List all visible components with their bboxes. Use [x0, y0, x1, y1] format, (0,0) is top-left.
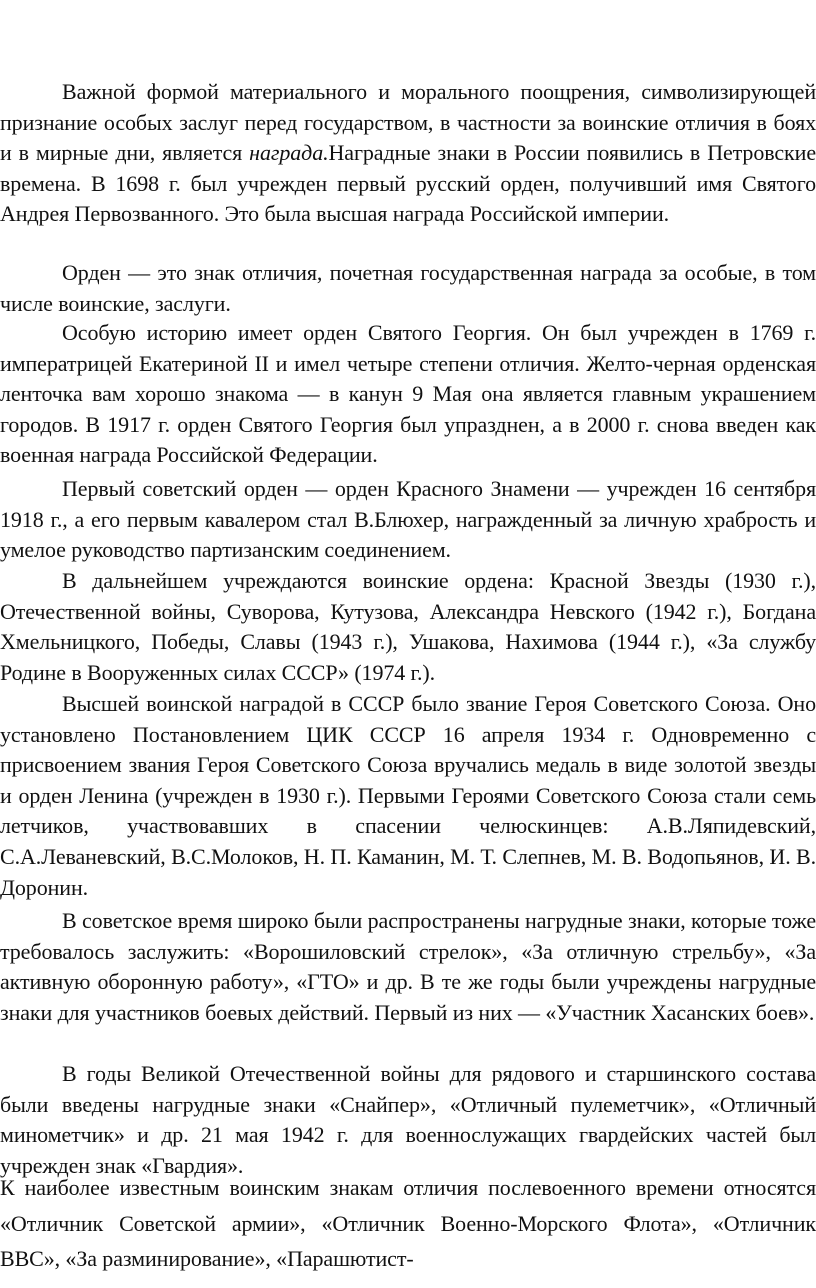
- paragraph-text: Важной формой материального и морального поощрения, символизирующей признание особых заслуг перед государством, в частности за воинские отличия в боях и в мирные дни, является: [0, 79, 816, 166]
- paragraph-red-banner: Первый советский орден — орден Красного Знамени — учрежден 16 сентября 1918 г., а его первым кавалером стал В.Блюхер, награжденный за личную храбрость и умелое руководство партизанским соединением.: [0, 476, 816, 563]
- paragraph-order-definition: Орден — это знак отличия, почетная государственная награда за особые, в том числе воинские, заслуги.: [0, 260, 816, 316]
- paragraph-postwar-badges: К наиболее известным воинским знакам отличия послевоенного времени относятся «Отличник Советской армии», «Отличник Военно-Морского Флота», «Отличник ВВС», «За разминирование», «Парашютист-: [0, 1175, 816, 1271]
- emphasis-term-award: награда.: [249, 140, 329, 166]
- paragraph-hero-soviet-union: Высшей воинской наградой в СССР было звание Героя Советского Союза. Оно установлено Постановлением ЦИК СССР 16 апреля 1934 г. Одновременно с присвоением звания Героя Советского Союза вручались медаль в виде золотой звезды и орден Ленина (учрежден в 1930 г.). Первыми Героями Советского Союза стали семь летчиков, участвовавших в спасении челюскинцев: А.В.Ляпидевский, С.А.Леваневский, В.С.Молоков, Н. П. Каманин, М. Т. Слепнев, М. В. Водопьянов, И. В. Доронин.: [0, 691, 816, 900]
- paragraph-st-george: Особую историю имеет орден Святого Георгия. Он был учрежден в 1769 г. императрицей Екатериной II и имел четыре степени отличия. Желто-черная орденская ленточка вам хорошо знакома — в канун 9 Мая она является главным украшением городов. В 1917 г. орден Святого Георгия был упразднен, а в 2000 г. снова введен как военная награда Российской Федерации.: [0, 320, 816, 468]
- paragraph-military-orders: В дальнейшем учреждаются воинские ордена: Красной Звезды (1930 г.), Отечественной войны, Суворова, Кутузова, Александра Невского (1942 г.), Богдана Хмельницкого, Победы, Славы (1943 г.), Ушакова, Нахимова (1944 г.), «За службу Родине в Вооруженных силах СССР» (1974 г.).: [0, 568, 816, 685]
- paragraph-text: Наградные знаки в России появились в Петровские времена. В 1698 г. был учрежден первый русский орден, получивший имя Святого Андрея Первозванного. Это была высшая награда Российской империи.: [0, 140, 816, 227]
- paragraph-award-intro: [0, 77, 816, 230]
- paragraph-war-badges: В годы Великой Отечественной войны для рядового и старшинского состава были введены нагрудные знаки «Снайпер», «Отличный пулеметчик», «Отличный минометчик» и др. 21 мая 1942 г. для военнослужащих гвардейских частей был учрежден знак «Гвардия».: [0, 1061, 816, 1178]
- paragraph-breast-badges: В советское время широко были распространены нагрудные знаки, которые тоже требовалось заслужить: «Ворошиловский стрелок», «За отличную стрельбу», «За активную оборонную работу», «ГТО» и др. В те же годы были учреждены нагрудные знаки для участников боевых действий. Первый из них — «Участник Хасанских боев».: [0, 908, 816, 1025]
